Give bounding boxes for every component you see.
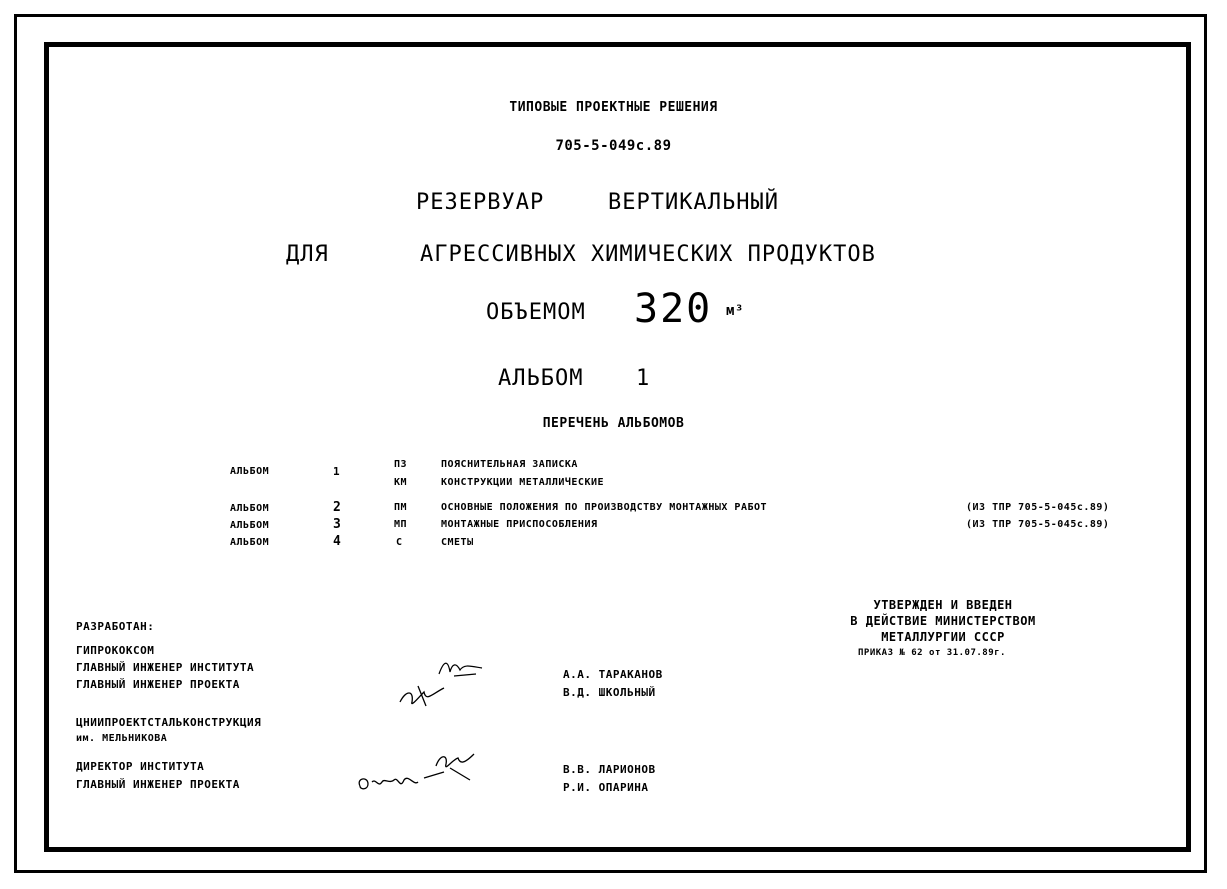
drawing-frame xyxy=(44,42,1191,852)
title-reservoir: РЕЗЕРВУАР xyxy=(416,190,545,215)
album-row-title: ОСНОВНЫЕ ПОЛОЖЕНИЯ ПО ПРОИЗВОДСТВУ МОНТАЖНЫХ РАБОТ xyxy=(441,502,768,513)
album-row-note: (ИЗ ТПР 705-5-045с.89) xyxy=(966,502,1110,513)
developers-heading: РАЗРАБОТАН: xyxy=(76,620,155,633)
series-title: ТИПОВЫЕ ПРОЕКТНЫЕ РЕШЕНИЯ xyxy=(509,100,718,115)
developer-name-4: Р.И. ОПАРИНА xyxy=(563,781,649,794)
album-row-number: 3 xyxy=(333,517,342,532)
album-row-code: МП xyxy=(394,519,408,530)
signature-1 xyxy=(436,656,486,682)
album-row-number: 4 xyxy=(333,534,342,549)
developer-name-3: В.В. ЛАРИОНОВ xyxy=(563,763,656,776)
title-for: ДЛЯ xyxy=(286,242,329,267)
developer-role-1: ГЛАВНЫЙ ИНЖЕНЕР ИНСТИТУТА xyxy=(76,661,255,674)
album-row-number: 2 xyxy=(333,500,342,515)
developer-name-1: А.А. ТАРАКАНОВ xyxy=(563,668,663,681)
album-number: 1 xyxy=(636,366,651,391)
album-row-title: МОНТАЖНЫЕ ПРИСПОСОБЛЕНИЯ xyxy=(441,519,598,530)
album-label: АЛЬБОМ xyxy=(498,366,584,391)
album-row-title: ПОЯСНИТЕЛЬНАЯ ЗАПИСКА xyxy=(441,459,578,470)
signature-2 xyxy=(396,682,448,710)
approval-line-1: УТВЕРЖДЕН И ВВЕДЕН xyxy=(873,598,1013,612)
developer-role-2: ГЛАВНЫЙ ИНЖЕНЕР ПРОЕКТА xyxy=(76,678,240,691)
album-row-code: КМ xyxy=(394,477,408,488)
album-row-note: (ИЗ ТПР 705-5-045с.89) xyxy=(966,519,1110,530)
signature-3 xyxy=(354,750,484,800)
album-row-title: КОНСТРУКЦИИ МЕТАЛЛИЧЕСКИЕ xyxy=(441,477,605,488)
title-aggressive: АГРЕССИВНЫХ ХИМИЧЕСКИХ ПРОДУКТОВ xyxy=(420,242,876,267)
developer-org-2-sub: им. МЕЛЬНИКОВА xyxy=(76,733,168,744)
title-volume-label: ОБЪЕМОМ xyxy=(486,300,586,325)
developer-org-2: ЦНИИПРОЕКТСТАЛЬКОНСТРУКЦИЯ xyxy=(76,716,262,729)
album-row-title: СМЕТЫ xyxy=(441,537,474,548)
album-row-label: АЛЬБОМ xyxy=(230,537,270,548)
album-row-code: ПЗ xyxy=(394,459,408,470)
title-volume-unit: м³ xyxy=(726,303,744,319)
album-row-number: 1 xyxy=(333,465,341,478)
albums-list-heading: ПЕРЕЧЕНЬ АЛЬБОМОВ xyxy=(542,416,685,431)
album-row-label: АЛЬБОМ xyxy=(230,466,270,477)
album-row-code: ПМ xyxy=(394,502,408,513)
approval-line-2: В ДЕЙСТВИЕ МИНИСТЕРСТВОМ xyxy=(850,614,1036,628)
album-row-label: АЛЬБОМ xyxy=(230,503,270,514)
developer-role-4: ГЛАВНЫЙ ИНЖЕНЕР ПРОЕКТА xyxy=(76,778,240,791)
project-code: 705-5-049с.89 xyxy=(555,138,672,154)
developer-org-1: ГИПРОКОКСОМ xyxy=(76,644,155,657)
title-vertical: ВЕРТИКАЛЬНЫЙ xyxy=(608,190,779,215)
title-volume-value: 320 xyxy=(634,286,713,332)
approval-order: ПРИКАЗ № 62 от 31.07.89г. xyxy=(858,648,1006,658)
album-row-code: С xyxy=(396,537,403,548)
approval-line-3: МЕТАЛЛУРГИИ СССР xyxy=(881,630,1005,644)
developer-role-3: ДИРЕКТОР ИНСТИТУТА xyxy=(76,760,205,773)
developer-name-2: В.Д. ШКОЛЬНЫЙ xyxy=(563,686,656,699)
album-row-label: АЛЬБОМ xyxy=(230,520,270,531)
